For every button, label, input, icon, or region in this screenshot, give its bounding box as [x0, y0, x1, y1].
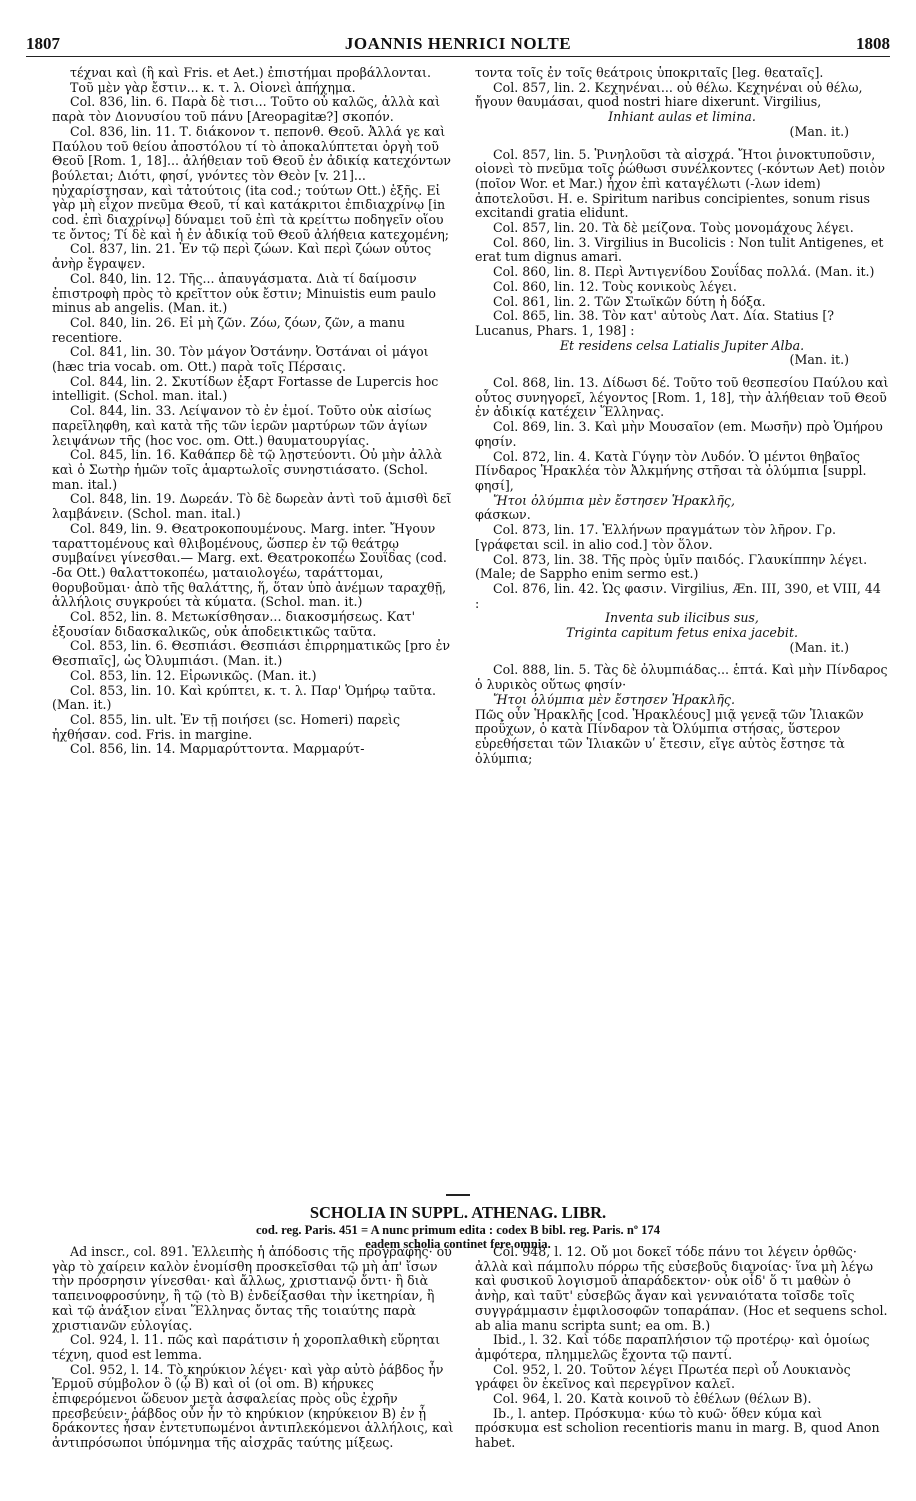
verse: Inventa sub ilicibus sus, [605, 610, 759, 626]
note: Col. 860, lin. 3. Virgilius in Bucolicis : Non tulit Antigenes, et erat tum dignus amari. [475, 234, 884, 265]
note: τέχναι καὶ (ἢ καὶ Fris. et Aet.) ἐπιστήμαι προβάλλονται. [70, 65, 431, 80]
bottom-right-column [475, 1245, 889, 1451]
note: Col. 924, l. 11. πῶς καὶ παράτισιν ἡ χοροπλαθικὴ εὕρηται τέχνη, quod est lemma. [52, 1332, 441, 1362]
note: Col. 857, lin. 2. Κεχηνέναι... οὐ θέλω. Κεχηνέναι οὐ θέλω, ἤγουν θαυμάσαι, quod nostri hiare dixerunt. Virgilius, [475, 79, 863, 110]
note: Col. 840, lin. 12. Τῆς... ἀπαυγάσματα. Διὰ τί δαίμοσιν ἐπιστροφὴ πρὸς τὸ κρεῖττον οὐκ ἔστιν; Minuistis eum paulo minus ab angelis. (Man. it.) [52, 270, 436, 316]
section-subtitle-2: eadem scholia continet fere omnia. [365, 1237, 551, 1251]
verse: Triginta capitum fetus enixa jacebit. [565, 625, 799, 641]
note: Col. 964, l. 20. Κατὰ κοινοῦ τὸ ἐθέλων (θέλων B). [493, 1391, 812, 1407]
section-subtitle: cod. reg. Paris. 451 = A nunc primum edita : codex B bibl. reg. Paris. nº 174 [255, 1223, 661, 1237]
note: Col. 848, lin. 19. Δωρεάν. Τὸ δὲ δωρεὰν ἀντὶ τοῦ ἀμισθὶ δεῖ λαμβάνειν. (Schol. man. ital.) [52, 491, 452, 522]
note: Col. 852, lin. 8. Μετωκίσθησαν... διακοσμήσεως. Κατ' ἐξουσίαν διδασκαλικῶς, οὐκ ἀποδεικτικῶς ταῦτα. [52, 609, 416, 639]
note: τοντα τοῖς ἐν τοῖς θεάτροις ὑποκριταῖς [leg. θεαταῖς]. [475, 65, 824, 80]
left-column [52, 66, 458, 757]
verse: Inhiant aulas et limina. [608, 109, 756, 125]
note: Col. 844, lin. 33. Λείψανον τὸ ἐν ἐμοί. Τοῦτο οὐκ αἰσίως παρεῖληφθη, καὶ κατὰ τῆς τῶν ἱερῶν μαρτύρων τῶν ἁγίων λειψάνων τῆς (hoc voc. om. Ott.) θαυματουργίας. [52, 403, 432, 448]
note: Col. 840, lin. 26. Εἰ μὴ ζῶν. Ζόω, ζόων, ζῶν, a manu recentiore. [52, 314, 406, 345]
note: φάσκων. [475, 507, 531, 523]
note: Col. 860, lin. 12. Τοὺς κονικοὺς λέγει. [493, 278, 737, 294]
note: Col. 872, lin. 4. Κατὰ Γύγην τὸν Λυδόν. Ὁ μέντοι θηβαῖος Πίνδαρος Ἡρακλέα τὸν Ἀλκμήνης στῆσαι τὰ ὀλύμπια [suppl. φησί], [475, 448, 867, 493]
note: Col. 876, lin. 42. Ὡς φασιν. Virgilius, Æn. III, 390, et VIII, 44 : [475, 580, 881, 611]
note: Col. 853, lin. 6. Θεσπιάσι. Θεσπιάσι ἐπιρρηματικῶς [pro ἐν Θεσπιαῖς], ὡς Ὀλυμπιάσι. (Man. it.) [52, 638, 451, 669]
note: Col. 849, lin. 9. Θεατροκοπουμένους. Marg. inter. Ἤγουν ταραττομένους καὶ θλιβομένους, ὥσπερ ἐν τῷ θεάτρῳ συμβαίνει γίνεσθαι.— Marg. ext. Θεατροκοπέω Σουΐδας (cod. -δα Ott.) θαλαττοκοπέω, ματαιολογέω, ταράττομαι, θορυβοῦμαι· ἀπὸ τῆς θαλάττης, ἥ, ὅταν ὑπὸ ἀνέμων ταραχθῇ, ἀλλήλοις συγκρούει τὰ κύματα. (Schol. man. it.) [52, 520, 447, 610]
hand-note: (Man. it.) [789, 352, 849, 368]
note: Col. 860, lin. 8. Περὶ Ἀντιγενίδου Σουΐδας πολλά. (Man. it.) [493, 264, 875, 280]
note: Col. 865, lin. 38. Τὸν κατ' αὐτοὺς Λατ. Δία. Statius [? Lucanus, Phars. 1, 198] : [475, 308, 835, 338]
note: Ibid., l. 32. Καὶ τόδε παραπλήσιον τῷ προτέρῳ· καὶ ὁμοίως ἀμφότερα, πλημμελῶς ἔχοντα τῷ παντί. [475, 1332, 870, 1362]
note: Col. 857, lin. 20. Τὰ δὲ μείζονα. Τοὺς μονομάχους λέγει. [493, 220, 854, 236]
note: Col. 853, lin. 12. Εἰρωνικῶς. (Man. it.) [70, 667, 317, 683]
note: Col. 845, lin. 16. Καθάπερ δὲ τῷ λῃστεύοντι. Οὐ μὴν ἀλλὰ καὶ ὁ Σωτὴρ ἡμῶν τοῖς ἁμαρτωλοῖς συνηστιάσατο. (Schol. man. ital.) [52, 447, 443, 492]
note: Col. 952, l. 14. Τὸ κηρύκιον λέγει· καὶ γὰρ αὐτὸ ῥάβδος ἦν Ἑρμοῦ σύμβολον ὃ (ᾧ B) καὶ οἱ (οἱ om. B) κήρυκες ἐπιφερόμενοι ὥδευον μετὰ ἀσφαλείας πρὸς οὓς ἐχρῆν πρεσβεύειν· ῥάβδος οὖν ἦν τὸ κηρύκιον (κηρύκειον B) ἐν ᾗ δράκοντες ἦσαν ἐντετυπωμένοι ἀντιπλεκόμενοι ἀλλήλοις, καὶ ἀντιπρόσωποι ὑπόμνημα τῆς αἰσχρᾶς ταύτης μίξεως. [52, 1361, 454, 1451]
note: Col. 837, lin. 21. Ἐν τῷ περὶ ζώων. Καὶ περὶ ζώων οὗτος ἀνὴρ ἔγραψεν. [52, 241, 432, 272]
note: Col. 873, lin. 38. Τῆς πρὸς ὑμῖν παιδός. Γλαυκίππην λέγει. (Male; de Sappho enim sermo est.) [475, 551, 868, 582]
note: Ad inscr., col. 891. Ἐλλειπὴς ἡ ἀπόδοσις τῆς προγραφῆς· οὐ γὰρ τὸ χαίρειν καλὸν ἐνομίσθη προσκεῖσθαι τῷ μὴ ἀπ' ἴσων τὴν πρόσρησιν γίνεσθαι· καὶ ἄλλως, χριστιανῷ ὄντι· ἢ διὰ ταπεινοφροσύνην, ἢ τῷ (τὸ B) ἐνδείξασθαι τὴν ἱκετηρίαν, ἢ καὶ τῷ ἀνάξιον εἶναι Ἕλληνας ὄντας τῆς τοιαύτης παρὰ χριστιανῶν εὐλογίας. [52, 1244, 452, 1333]
note: Col. 841, lin. 30. Τὸν μάγον Ὀστάνην. Ὀστάναι οἱ μάγοι (hæc tria vocab. om. Ott.) παρὰ τοῖς Πέρσαις. [52, 344, 429, 375]
left-page-number: 1807 [26, 34, 60, 53]
note: Col. 948, l. 12. Οὔ μοι δοκεῖ τόδε πάνυ τοι λέγειν ὀρθῶς· ἀλλὰ καὶ πάμπολυ πόρρω τῆς εὐσεβοῦς διανοίας· ἵνα μὴ λέγω καὶ φυσικοῦ λογισμοῦ ἀπαράδεκτον· οὐκ οἶδ' ὅ τι μαθὼν ὁ ἀνὴρ, καὶ ταῦτ' εὐσεβῶς ἄγαν καὶ γενναιότατα τοῖσδε τοῖς συγγράμμασιν ἐμφιλοσοφῶν τοπαράπαν. (Hoc et sequens schol. ab alia manu scripta sunt; ea om. B.) [475, 1244, 888, 1333]
note: Col. 856, lin. 14. Μαρμαρύττοντα. Μαρμαρύτ- [70, 741, 365, 757]
note: Col. 844, lin. 2. Σκυτίδων ἐξαρτ Fortasse de Lupercis hoc intelligit. (Schol. man. ital.) [52, 373, 439, 404]
note: Col. 857, lin. 5. Ῥινηλοῦσι τὰ αἰσχρά. Ἤτοι ῥινοκτυποῦσιν, οἱονεὶ τὸ πνεῦμα τοῖς ῥώθωσι συνέλκοντες (-κόντων Aet) ποιὸν (ποῖον Wor. et Mar.) ἦχον ἐπὶ καταγέλωτι (-λων idem) ἀποτελοῦσι. H. e. Spiritum naribus concipientes, sonum risus excitandi gratia elidunt. [475, 146, 885, 221]
verse: Ἤτοι ὀλύμπια μὲν ἔστησεν Ἡρακλῆς. [493, 691, 735, 707]
right-column [475, 66, 889, 766]
running-title: JOANNIS HENRICI NOLTE [344, 34, 572, 53]
note: Col. 873, lin. 17. Ἑλλήνων πραγμάτων τὸν λῆρον. Γρ. [γράφεται scil. in alio cod.] τὸν ὅλον. [475, 522, 837, 552]
hand-note: (Man. it.) [789, 639, 849, 655]
note: Col. 888, lin. 5. Τὰς δὲ ὀλυμπιάδας... ἑπτά. Καὶ μὴν Πίνδαρος ὁ λυρικὸς οὕτως φησίν· [475, 662, 888, 693]
bottom-left-column [52, 1245, 458, 1451]
note: Col. 855, lin. ult. Ἐν τῇ ποιήσει (sc. Homeri) παρεὶς ἠχθήσαν. cod. Fris. in margine. [52, 711, 401, 742]
note: Ib., l. antep. Πρόσκυμα· κύω τὸ κυῶ· ὅθεν κύμα καὶ πρόσκυμα est scholion recentioris manu in marg. B, quod Anon habet. [475, 1405, 880, 1451]
note: Col. 868, lin. 13. Δίδωσι δέ. Τοῦτο τοῦ θεσπεσίου Παύλου καὶ οὗτος συνηγορεῖ, λέγοντος [Rom. 1, 18], τὴν ἀλήθειαν τοῦ Θεοῦ ἐν ἀδικίᾳ κατέχειν Ἕλληνας. [475, 375, 889, 420]
note: Col. 869, lin. 3. Καὶ μὴν Μουσαῖον (em. Μωσῆν) πρὸ Ὁμήρου φησίν. [475, 419, 883, 449]
note: Col. 836, lin. 11. Τ. διάκονον τ. πεπονθ. Θεοῦ. Ἀλλά γε καὶ Παύλου τοῦ θείου ἀποστόλου τί τὸ ἀποκαλύπτεται ὀργὴ τοῦ Θεοῦ [Rom. 1, 18]... ἀλήθειαν τοῦ Θεοῦ ἐν ἀδικίᾳ κατεχόντων βούλεται; Διότι, φησί, γνόντες τὸν Θεὸν [v. 21]... ηὐχαρίστησαν, καὶ τἀτούτοις (ita cod.; τούτων Ott.) ἑξῆς. Εἰ γὰρ μὴ εἶχον πνεῦμα Θεοῦ, τί καὶ κατάκριτοι ἐπιδιαχρίνῳ [in cod. ἐπὶ διαχρίνῳ] δύναμει τοῦ ἐπὶ τὰ κρείττω ποδηγεῖν οἵου τε ὄντος; Τί δὲ καὶ ἡ ἐν ἀδικίᾳ τοῦ Θεοῦ ἀλήθεια κατεχομένη; [52, 123, 451, 242]
hand-note: (Man. it.) [789, 123, 849, 139]
note: Col. 952, l. 20. Τοῦτον λέγει Πρωτέα περὶ οὗ Λουκιανὸς γράφει ὃν ἐκεῖνος καὶ περεγρῖνον καλεῖ. [475, 1361, 851, 1392]
section-title: SCHOLIA IN SUPPL. ATHENAG. LIBR. [309, 1203, 607, 1222]
section-divider [446, 1194, 470, 1196]
note: Πῶς οὖν Ἡρακλῆς [cod. Ἡρακλέους] μιᾷ γενεᾷ τῶν Ἰλιακῶν προΰχων, ὁ κατὰ Πίνδαρον τὰ Ὀλύμπια στήσας, ὕστερον εὑρεθήσεται τῶν Ἰλιακῶν υʹ ἔτεσιν, εἴγε αὐτὸς ἔστησε τὰ ὀλύμπια; [475, 706, 864, 766]
verse: Ἤτοι ὀλύμπια μὲν ἔστησεν Ἡρακλῆς, [493, 492, 735, 508]
verse: Et residens celsa Latialis Jupiter Alba. [559, 337, 805, 353]
note: Col. 853, lin. 10. Καὶ κρύπτει, κ. τ. λ. Παρ' Ὁμήρῳ ταῦτα. (Man. it.) [52, 682, 437, 713]
running-header [26, 34, 890, 57]
note: Col. 836, lin. 6. Παρὰ δὲ τισι... Τοῦτο οὐ καλῶς, ἀλλὰ καὶ παρὰ τὸν Διονυσίου τοῦ πάνυ [Areopagitæ?] σκοπόν. [52, 94, 441, 125]
note: Τοῦ μὲν γὰρ ἔστιν... κ. τ. λ. Οἱονεὶ ἀπήχημα. [70, 79, 356, 95]
note: Col. 861, lin. 2. Τῶν Στωϊκῶν δύτη ἡ δόξα. [493, 293, 766, 309]
right-page-number: 1808 [856, 34, 890, 53]
